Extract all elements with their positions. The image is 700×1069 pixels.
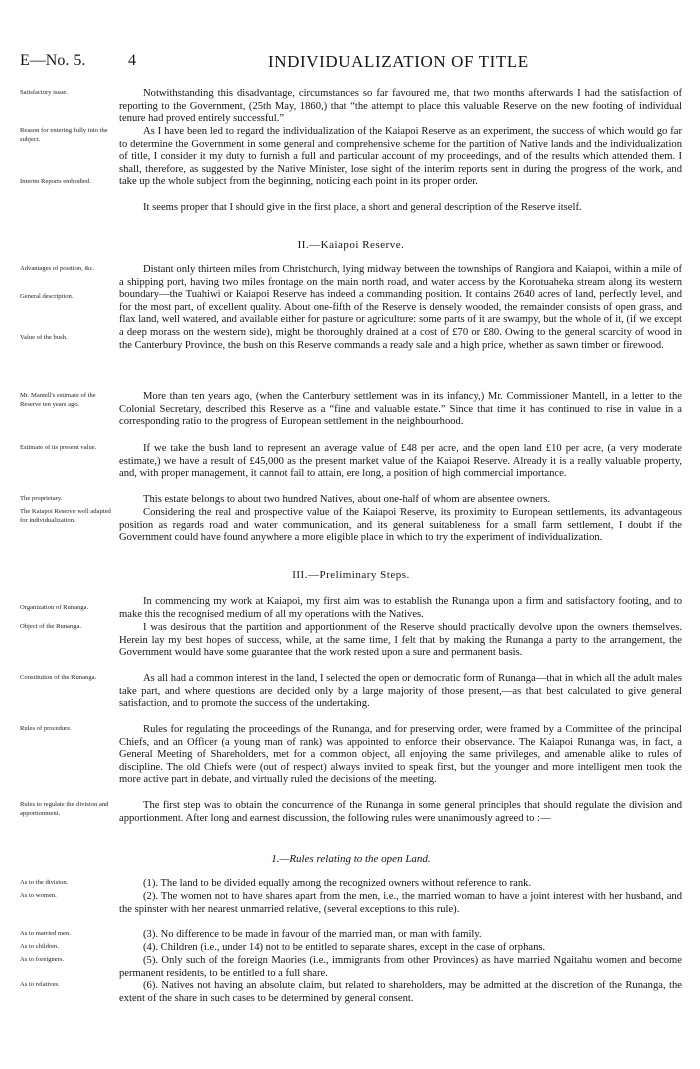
body-paragraph: This estate belongs to about two hundred Natives, about one-half of whom are absentee owners. xyxy=(143,494,551,505)
margin-note: Organization of Runanga. xyxy=(20,604,89,611)
body-paragraph: I was desirous that the partition and apportionment of the Reserve should practically devolve upon the owners themselves. Herein lay my best hopes of success, while, at the same time, I felt that by making the Runanga a party to the arrangement, the Government would have some guarantee that the work rested upon a sure and permanent basis. xyxy=(119,622,682,659)
body-paragraph: As all had a common interest in the land, I selected the open or democratic form of Runanga—that in which all the adult males take part, and where questions are decided only by a large majority of those present,—as that best calculated to give general satisfaction, and to promote the success of the undertaking. xyxy=(119,673,682,710)
body-paragraph: More than ten years ago, (when the Canterbury settlement was in its infancy,) Mr. Commissioner Mantell, in a letter to the Colonial Secretary, described this Reserve as a “fine and valuable estate.” Since that time it has continued to rise in value in a corresponding ratio to the progress of European settlement in the neighbourhood. xyxy=(119,391,682,428)
margin-note: Rules to regulate the division and apportionment. xyxy=(20,801,109,817)
body-paragraph: It seems proper that I should give in the first place, a short and general description of the Reserve itself. xyxy=(143,202,582,213)
subheading-open-land-rules: 1.—Rules relating to the open Land. xyxy=(271,853,431,865)
body-paragraph: Rules for regulating the proceedings of the Runanga, and for preserving order, were framed by a Committee of the principal Chiefs, and an Officer (a young man of rank) was appointed to enforce their observance. The Kaiapoi Runanga was, in fact, a General Meeting of Shareholders, met for a common object, all enjoying the same privileges, and amenable alike to rules of discipline. The old Chiefs were (out of respect) always invited to speak first, but the younger and more intelligent men took the more active part in debate, and virtually ruled the decisions of the meeting. xyxy=(119,724,682,786)
margin-note: As to the division. xyxy=(20,879,69,886)
body-paragraph: Notwithstanding this disadvantage, circumstances so far favoured me, that two months afterwards I had the satisfaction of reporting to the Government, (25th May, 1860,) that “the attempt to place this valuable Reserve on the new footing of individual tenure had proved entirely successful.” xyxy=(119,88,682,125)
margin-note: Advantages of position, &c. General description. Value of the bush. xyxy=(20,265,95,342)
margin-note: The proprietary. xyxy=(20,495,63,502)
document-reference: E—No. 5. xyxy=(20,52,86,69)
body-paragraph: If we take the bush land to represent an average value of £48 per acre, and the open land £10 per acre, (a very moderate estimate,) we have a result of £45,000 as the present market value of the Kaiapoi Reserve. Already it is a really valuable property, and, with proper management, it cannot fail to attain, ere long, a position of high commercial importance. xyxy=(119,443,682,480)
margin-note: Satisfactory issue. xyxy=(20,89,68,96)
margin-note: As to married men. xyxy=(20,930,71,937)
margin-note: As to relatives. xyxy=(20,981,60,988)
page-number: 4 xyxy=(128,52,136,69)
margin-note: Reason for entering fully into the subject. Interim Reports embodied. xyxy=(20,127,108,186)
rule-text: (6). Natives not having an absolute claim, but related to shareholders, may be admitted at the discretion of the Runanga, the extent of the share in such cases to be determined by general consent. xyxy=(119,980,682,1004)
rule-text: (2). The women not to have shares apart from the men, i.e., the married woman to have a joint interest with her husband, and the spinster with her nearest unmarried relative, (several exceptions to this rule). xyxy=(119,891,682,915)
margin-note: Object of the Runanga. xyxy=(20,623,82,630)
page-header xyxy=(20,52,682,74)
margin-note: As to foreigners. xyxy=(20,956,65,963)
margin-note: Estimate of its present value. xyxy=(20,444,97,451)
margin-note: Rules of procedure. xyxy=(20,725,72,732)
section-heading-preliminary-steps: III.—Preliminary Steps. xyxy=(292,569,410,581)
body-paragraph: The first step was to obtain the concurrence of the Runanga in some general principles that should regulate the division and apportionment. After long and earnest discussion, the following rules were unanimously agreed to :— xyxy=(119,800,682,824)
rule-text: (5). Only such of the foreign Maories (i.e., immigrants from other Provinces) as have married Ngaitahu women and become permanent residents, to be entitled to a full share. xyxy=(119,955,682,979)
section-heading-kaiapoi-reserve: II.—Kaiapoi Reserve. xyxy=(297,239,405,251)
rule-text: (3). No difference to be made in favour of the married man, or man with family. xyxy=(143,929,482,940)
body-paragraph: Considering the real and prospective value of the Kaiapoi Reserve, its proximity to European settlements, its advantageous position as regards road and water communication, and its general suitableness for a small farm settlement, I doubt if the Government could have found anywhere a more eligible place in which to try the experiment of individualization. xyxy=(119,507,682,544)
margin-note: As to children. xyxy=(20,943,60,950)
rule-text: (4). Children (i.e., under 14) not to be entitled to separate shares, except in the case of orphans. xyxy=(143,942,546,953)
body-paragraph: In commencing my work at Kaiapoi, my first aim was to establish the Runanga upon a firm and satisfactory footing, and to make this the recognised medium of all my operations with the Natives. xyxy=(119,596,682,620)
body-paragraph: Distant only thirteen miles from Christchurch, lying midway between the townships of Rangiora and Kaiapoi, within a mile of a shipping port, having two miles frontage on the main north road, and water access by the Korotuaheka stream along its western boundary—the Tuahiwi or Kaiapoi Reserve has indeed a commanding position. It contains 2640 acres of land, perfectly level, and for the most part, of excellent quality. About one-fifth of the Reserve is densely wooded, the remainder consists of open grass, and flax land, well watered, and available either for pasture or agriculture: some parts of it are swampy, but the whole of it, (if we except a deep morass on the western side), might be thoroughly drained at a cost of £70 or £80. Owing to the general scarcity of wood in the Canterbury Province, the bush on this Reserve commands a ready sale and a high price, whether as sawn timber or firewood. xyxy=(119,264,682,351)
body-paragraph: As I have been led to regard the individualization of the Kaiapoi Reserve as an experiment, the success of which would go far to determine the Government in some general and comprehensive scheme for the partition of Native lands and the individualization of title, I consider it my duty to furnish a full and particular account of my proceedings, and of the results which attended them. I shall, therefore, as suggested by the Native Minister, lose sight of the interim reports sent in during the progress of the work, and take up the whole subject from the beginning, noticing each point in its proper order. xyxy=(119,126,682,188)
margin-note: Constitution of the Runanga. xyxy=(20,674,97,681)
margin-note: Mr. Mantell's estimate of the Reserve ten years ago. xyxy=(20,392,96,408)
margin-note: The Kaiapoi Reserve well adapted for individualization. xyxy=(20,508,111,524)
margin-note: As to women. xyxy=(20,892,57,899)
page-title: INDIVIDUALIZATION OF TITLE xyxy=(268,52,529,71)
rule-text: (1). The land to be divided equally among the recognized owners without reference to rank. xyxy=(143,878,532,889)
